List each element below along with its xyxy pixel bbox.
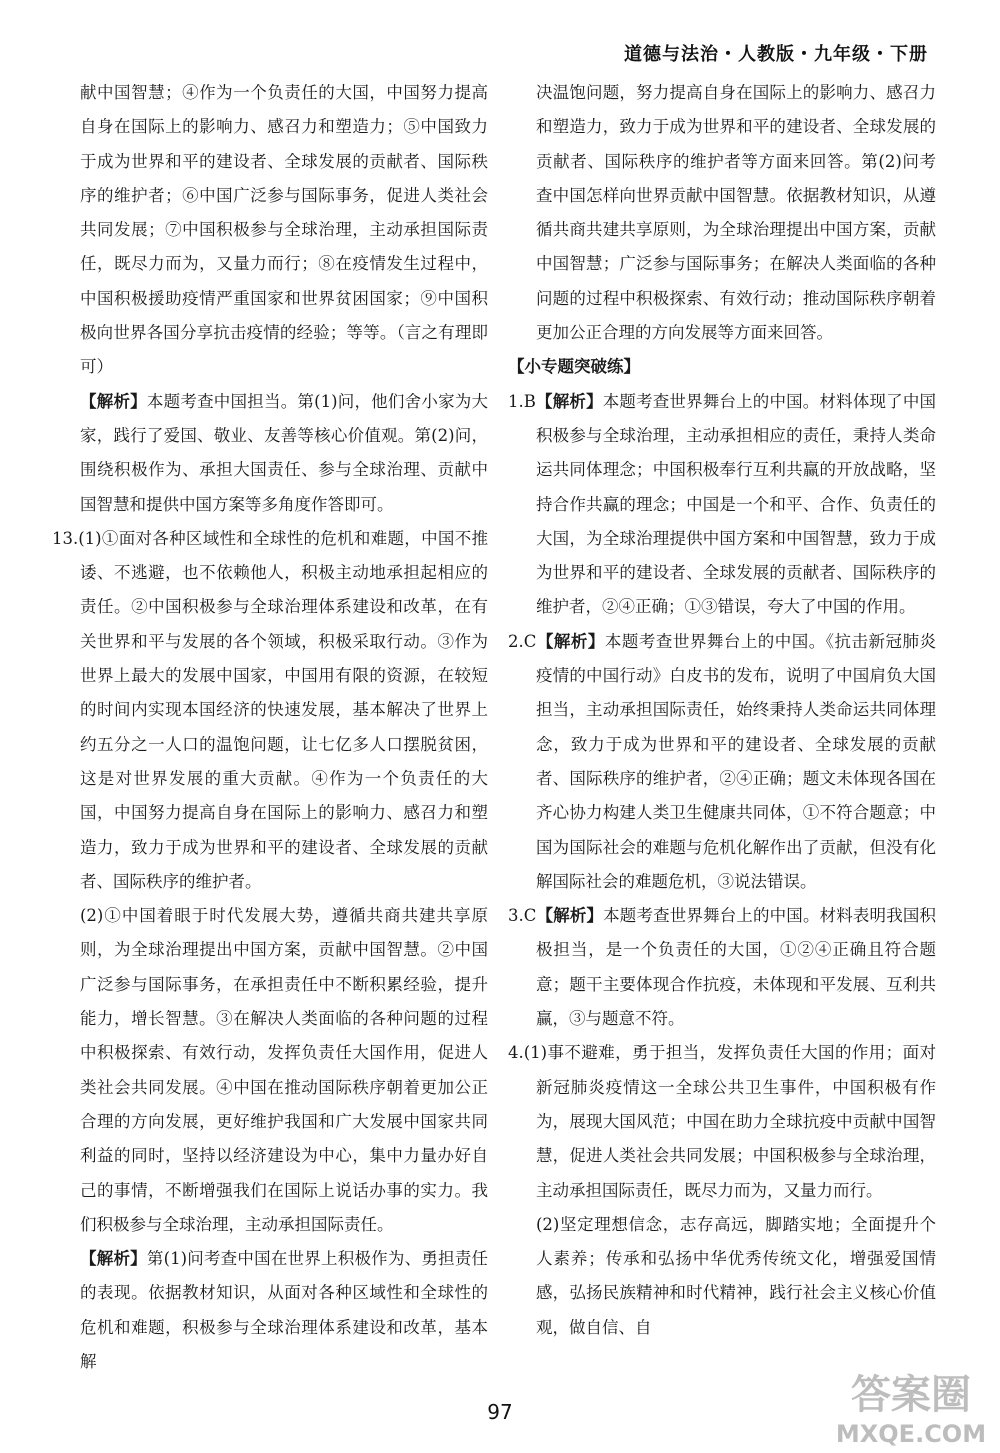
analysis-paragraph [52, 1242, 488, 1379]
question-13-part-1: 13.(1)①面对各种区域性和全球性的危机和难题，中国不推诿、不逃避，也不依赖他人，积极主动地承担起相应的责任。②中国积极参与全球治理体系建设和改革，在有关世界和平与发展的各个领域，积极采取行动。③作为世界上最大的发展中国家，中国用有限的资源，在较短的时间内实现本国经济的快速发展，基本解决了世界上约五分之一人口的温饱问题，让七亿多人口摆脱贫困，这是对世界发展的重大贡献。④作为一个负责任的大国，中国努力提高自身在国际上的影响力、感召力和塑造力，致力于成为世界和平的建设者、全球发展的贡献者、国际秩序的维护者。 [52, 528, 488, 891]
analysis-paragraph [52, 385, 488, 522]
analysis-label: 【解析】 [536, 906, 604, 926]
answer-paragraph-continued: 献中国智慧；④作为一个负责任的大国，中国努力提高自身在国际上的影响力、感召力和塑造力；⑤中国致力于成为世界和平的建设者、全球发展的贡献者、国际秩序的维护者；⑥中国广泛参与国际事务，促进人类社会共同发展；⑦中国积极参与全球治理，主动承担国际责任，既尽力而为，又量力而行；⑧在疫情发生过程中，中国积极援助疫情严重国家和世界贫困国家；⑨中国积极向世界各国分享抗击疫情的经验；等等。（言之有理即可） [80, 83, 488, 377]
analysis-text: 本题考查中国担当。第(1)问，他们舍小家为大家，践行了爱国、敬业、友善等核心价值观。第(2)问，围绕积极作为、承担大国责任、参与全球治理、贡献中国智慧和提供中国方案等多角度作答即可。 [80, 391, 489, 514]
running-header: 道德与法治・人教版・九年级・下册 [624, 44, 928, 65]
question-3-answer [508, 899, 936, 1036]
question-4-part-2: (2)坚定理想信念，志存高远，脚踏实地；全面提升个人素养；传承和弘扬中华优秀传统文化，增强爱国情感，弘扬民族精神和时代精神，践行社会主义核心价值观，做自信、自 [536, 1214, 936, 1337]
watermark-text: 答案圈 [851, 1372, 971, 1418]
analysis-label: 【解析】 [535, 391, 603, 411]
analysis-text: 第(1)问考查中国在世界上积极作为、勇担责任的表现。依据教材知识，从面对各种区域性和全球性的危机和难题，积极参与全球治理体系建设和改革，基本解 [80, 1249, 489, 1371]
question-4-part-1: 4.(1)事不避难，勇于担当，发挥负责任大国的作用；面对新冠肺炎疫情这一全球公共卫生事件，中国积极有作为，展现大国风范；中国在助力全球抗疫中贡献中国智慧，促进人类社会共同发展；中国积极参与全球治理，主动承担国际责任，既尽力而为，又量力而行。 [508, 1043, 936, 1200]
analysis-label: 【解析】 [80, 1249, 147, 1269]
section-title [508, 350, 936, 384]
question-13-part-2: (2)①中国着眼于时代发展大势，遵循共商共建共享原则，为全球治理提出中国方案，贡献中国智慧。②中国广泛参与国际事务，在承担责任中不断积累经验，提升能力，增长智慧。③在解决人类面临的各种问题的过程中积极探索、有效行动，发挥负责任大国作用，促进人类社会共同发展。④中国在推动国际秩序朝着更加公正合理的方向发展，更好维护我国和广大发展中国家共同利益的同时，坚持以经济建设为中心，集中力量办好自己的事情，不断增强我们在国际上说话办事的实力。我们积极参与全球治理，主动承担国际责任。 [80, 906, 488, 1234]
analysis-continued: 决温饱问题，努力提高自身在国际上的影响力、感召力和塑造力，致力于成为世界和平的建设者、全球发展的贡献者、国际秩序的维护者等方面来回答。第(2)问考查中国怎样向世界贡献中国智慧。依据教材知识，从遵循共商共建共享原则，为全球治理提出中国方案，贡献中国智慧；广泛参与国际事务；在解决人类面临的各种问题的过程中积极探索、有效行动；推动国际秩序朝着更加公正合理的方向发展等方面来回答。 [536, 83, 936, 343]
analysis-label: 【解析】 [536, 631, 605, 651]
watermark-logo-icon [826, 1360, 996, 1450]
watermark-url: MXQE.COM [835, 1420, 987, 1448]
section-heading: 【小专题突破练】 [508, 357, 640, 377]
analysis-text: 本题考查世界舞台上的中国。《抗击新冠肺炎疫情的中国行动》白皮书的发布，说明了中国肩负大国担当，主动承担国际责任，始终秉持人类命运共同体理念，致力于成为世界和平的建设者、全球发展的贡献者、国际秩序的维护者，②④正确；题文未体现各国在齐心协力构建人类卫生健康共同体，①不符合题意；中国为国际社会的难题与危机化解作出了贡献，但没有化解国际社会的难题危机，③说法错误。 [536, 631, 937, 891]
analysis-text: 本题考查世界舞台上的中国。材料体现了中国积极参与全球治理，主动承担相应的责任，秉持人类命运共同体理念；中国积极奉行互利共赢的开放战略，坚持合作共赢的理念；中国是一个和平、合作、负责任的大国，为全球治理提供中国方案和中国智慧，致力于成为世界和平的建设者、全球发展的贡献者、国际秩序的维护者，②④正确；①③错误，夸大了中国的作用。 [536, 391, 936, 617]
answer-choice: 2.C [508, 631, 537, 651]
analysis-text: 本题考查世界舞台上的中国。材料表明我国积极担当，是一个负责任的大国，①②④正确且符合题意；题干主要体现合作抗疫，未体现和平发展、互利共赢，③与题意不符。 [536, 906, 937, 1029]
right-column [508, 76, 936, 1345]
left-column [52, 76, 488, 1379]
page-number: 97 [487, 1400, 513, 1424]
answer-choice: 1.B [508, 391, 536, 411]
answer-choice: 3.C [508, 906, 537, 926]
analysis-label: 【解析】 [80, 391, 147, 411]
question-1-answer [508, 385, 936, 625]
question-2-answer [508, 625, 936, 899]
